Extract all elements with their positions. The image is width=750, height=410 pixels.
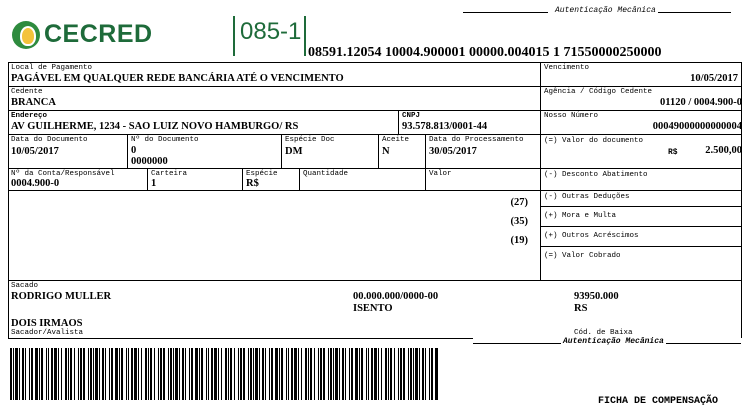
barcode-bar: [394, 348, 395, 400]
barcode-bar: [259, 348, 260, 400]
barcode-bar: [115, 348, 118, 400]
barcode-bar: [39, 348, 40, 400]
barcode-bar: [238, 348, 239, 400]
payer-label: Sacado: [11, 282, 39, 290]
barcode-bar: [388, 348, 389, 400]
payer-name: RODRIGO MULLER: [11, 291, 112, 302]
barcode-bar: [13, 348, 14, 400]
payer-document: 00.000.000/0000-00: [353, 291, 439, 302]
instruction-code: (35): [510, 216, 528, 227]
cnpj: 93.578.813/0001-44: [402, 121, 488, 132]
document-number-label: Nº do Documento: [131, 136, 199, 144]
currency-type: R$: [246, 178, 259, 189]
grid-line: [147, 168, 148, 190]
barcode: [10, 348, 440, 400]
barcode-bar: [308, 348, 309, 400]
payment-location-label: Local de Pagamento: [11, 64, 93, 72]
other-additions-label: (+) Outros Acréscimos: [544, 232, 639, 240]
barcode-bar: [150, 348, 152, 400]
barcode-bar: [80, 348, 82, 400]
barcode-bar: [90, 348, 92, 400]
document-amount-label: (=) Valor do documento: [544, 137, 644, 145]
barcode-bar: [163, 348, 165, 400]
digitable-line: 08591.12054 10004.900001 00000.004015 1 71550000250000: [308, 45, 662, 60]
barcode-bar: [206, 348, 207, 400]
barcode-bar: [339, 348, 340, 400]
barcode-bar: [291, 348, 293, 400]
barcode-bar: [255, 348, 258, 400]
barcode-bar: [99, 348, 100, 400]
barcode-bar: [435, 348, 438, 400]
barcode-bar: [415, 348, 418, 400]
document-type: DM: [285, 146, 303, 157]
barcode-bar: [253, 348, 254, 400]
bank-logo: [10, 18, 153, 52]
barcode-bar: [208, 348, 209, 400]
barcode-bar: [298, 348, 299, 400]
barcode-bar: [25, 348, 26, 400]
portfolio-label: Carteira: [151, 170, 188, 178]
barcode-bar: [368, 348, 369, 400]
cnpj-label: CNPJ: [402, 112, 421, 120]
barcode-bar: [31, 348, 33, 400]
barcode-bar: [425, 348, 426, 400]
barcode-bar: [15, 348, 18, 400]
barcode-bar: [328, 348, 329, 400]
barcode-bar: [126, 348, 127, 400]
agency-code-label: Agência / Código Cedente: [544, 88, 653, 96]
barcode-bar: [58, 348, 59, 400]
barcode-bar: [179, 348, 180, 400]
barcode-bar: [248, 348, 249, 400]
bank-name: CECRED: [44, 20, 153, 48]
barcode-bar: [134, 348, 137, 400]
barcode-bar: [230, 348, 232, 400]
barcode-bar: [250, 348, 252, 400]
barcode-bar: [262, 348, 264, 400]
barcode-bar: [381, 348, 382, 400]
barcode-bar: [359, 348, 360, 400]
barcode-bar: [271, 348, 273, 400]
other-deductions-label: (-) Outras Deduções: [544, 193, 630, 201]
bank-logo-emblem-icon: [12, 21, 40, 49]
barcode-bar: [265, 348, 266, 400]
payer-state: RS: [574, 303, 588, 314]
barcode-bar: [195, 348, 198, 400]
authentication-bottom: [473, 336, 741, 348]
account: 0004.900-0: [11, 178, 60, 189]
barcode-bar: [318, 348, 319, 400]
quantity-label: Quantidade: [303, 170, 349, 178]
beneficiary-label: Cedente: [11, 88, 43, 96]
barcode-bar: [355, 348, 358, 400]
discount-label: (-) Desconto Abatimento: [544, 171, 648, 179]
barcode-bar: [361, 348, 363, 400]
acceptance: N: [382, 146, 390, 157]
barcode-bar: [189, 348, 190, 400]
barcode-bar: [19, 348, 20, 400]
barcode-bar: [148, 348, 149, 400]
grid-line: [8, 62, 741, 63]
barcode-bar: [170, 348, 172, 400]
barcode-bar: [301, 348, 302, 400]
barcode-bar: [214, 348, 217, 400]
barcode-bar: [279, 348, 280, 400]
authentication-top: [463, 4, 731, 18]
grid-line: [540, 206, 741, 207]
authentication-top-label: Autenticação Mecânica: [555, 6, 656, 15]
grid-line: [8, 134, 741, 135]
beneficiary: BRANCA: [11, 97, 56, 108]
barcode-bar: [413, 348, 414, 400]
barcode-bar: [168, 348, 169, 400]
barcode-bar: [345, 348, 346, 400]
barcode-bar: [29, 348, 30, 400]
currency-symbol: R$: [668, 148, 678, 157]
barcode-bar: [310, 348, 312, 400]
barcode-bar: [83, 348, 85, 400]
compensation-slip-label: FICHA DE COMPENSAÇÃO: [598, 396, 719, 407]
payer-state-registration: ISENTO: [353, 303, 393, 314]
barcode-bar: [138, 348, 139, 400]
barcode-bar: [46, 348, 47, 400]
barcode-bar: [351, 348, 353, 400]
grid-line: [425, 168, 426, 190]
barcode-bar: [199, 348, 200, 400]
barcode-bar: [390, 348, 392, 400]
barcode-bar: [330, 348, 332, 400]
barcode-bar: [22, 348, 24, 400]
bank-code: 085-1: [240, 18, 302, 45]
barcode-bar: [48, 348, 49, 400]
document-date: 10/05/2017: [11, 146, 59, 157]
barcode-bar: [228, 348, 229, 400]
barcode-bar: [403, 348, 405, 400]
currency-type-label: Espécie: [246, 170, 278, 178]
barcode-bar: [68, 348, 69, 400]
barcode-bar: [410, 348, 412, 400]
barcode-bar: [275, 348, 278, 400]
our-number: 00049000000000004: [652, 121, 742, 132]
acceptance-label: Aceite: [382, 136, 410, 144]
barcode-bar: [119, 348, 120, 400]
barcode-bar: [333, 348, 334, 400]
barcode-bar: [185, 348, 186, 400]
barcode-bar: [95, 348, 98, 400]
barcode-bar: [158, 348, 159, 400]
barcode-bar: [385, 348, 387, 400]
grid-line: [8, 190, 741, 191]
barcode-bar: [105, 348, 106, 400]
barcode-bar: [422, 348, 424, 400]
barcode-bar: [41, 348, 43, 400]
payer-zip: 93950.000: [574, 291, 619, 302]
address: AV GUILHERME, 1234 - SAO LUIZ NOVO HAMBURGO/ RS: [11, 121, 299, 132]
barcode-bar: [342, 348, 344, 400]
barcode-bar: [281, 348, 283, 400]
barcode-bar: [323, 348, 325, 400]
barcode-bar: [371, 348, 373, 400]
barcode-bar: [429, 348, 430, 400]
barcode-bar: [398, 348, 399, 400]
barcode-bar: [131, 348, 133, 400]
barcode-bar: [88, 348, 89, 400]
portfolio: 1: [151, 178, 157, 189]
barcode-bar: [128, 348, 129, 400]
barcode-bar: [320, 348, 322, 400]
grid-line: [398, 110, 399, 134]
due-date: 10/05/2017: [690, 73, 738, 84]
barcode-bar: [378, 348, 379, 400]
barcode-bar: [70, 348, 72, 400]
barcode-bar: [145, 348, 147, 400]
barcode-bar: [51, 348, 53, 400]
barcode-bar: [111, 348, 113, 400]
guarantor-label: Sacador/Avalista: [11, 329, 84, 337]
barcode-bar: [154, 348, 155, 400]
barcode-bar: [102, 348, 104, 400]
barcode-bar: [408, 348, 409, 400]
barcode-bar: [93, 348, 94, 400]
grid-line: [8, 280, 741, 281]
barcode-bar: [286, 348, 287, 400]
barcode-bar: [141, 348, 142, 400]
our-number-label: Nosso Número: [544, 112, 599, 120]
barcode-bar: [314, 348, 315, 400]
due-date-label: Vencimento: [544, 64, 590, 72]
barcode-bar: [269, 348, 270, 400]
barcode-bar: [400, 348, 402, 400]
authentication-bottom-label: Autenticação Mecânica: [563, 337, 664, 346]
grid-line: [540, 246, 741, 247]
barcode-bar: [10, 348, 12, 400]
amount-charged-label: (=) Valor Cobrado: [544, 252, 621, 260]
payer-city: DOIS IRMAOS: [11, 318, 83, 329]
grid-line: [8, 62, 9, 338]
grid-line: [378, 134, 379, 168]
barcode-bar: [182, 348, 184, 400]
barcode-bar: [218, 348, 219, 400]
barcode-bar: [288, 348, 289, 400]
grid-line: [8, 110, 741, 111]
barcode-bar: [54, 348, 57, 400]
barcode-bar: [74, 348, 75, 400]
barcode-bar: [240, 348, 242, 400]
barcode-bar: [294, 348, 297, 400]
instruction-code: (19): [510, 235, 528, 246]
document-number: 0: [131, 145, 137, 156]
barcode-bar: [419, 348, 420, 400]
barcode-bar: [109, 348, 110, 400]
grid-line: [299, 168, 300, 190]
grid-line: [8, 86, 741, 87]
agency-code: 01120 / 0004.900-0: [660, 97, 742, 108]
barcode-bar: [431, 348, 433, 400]
barcode-bar: [335, 348, 338, 400]
barcode-bar: [78, 348, 79, 400]
barcode-bar: [374, 348, 377, 400]
late-fee-label: (+) Mora e Multa: [544, 212, 617, 220]
instruction-code: (27): [510, 197, 528, 208]
processing-date: 30/05/2017: [429, 146, 477, 157]
grid-line: [127, 134, 128, 168]
barcode-bar: [225, 348, 227, 400]
barcode-bar: [121, 348, 123, 400]
grid-line: [8, 338, 473, 339]
grid-line: [8, 168, 741, 169]
document-date-label: Data do Documento: [11, 136, 88, 144]
barcode-bar: [173, 348, 174, 400]
value-label: Valor: [429, 170, 452, 178]
grid-line: [540, 62, 541, 280]
grid-line: [242, 168, 243, 190]
barcode-bar: [221, 348, 222, 400]
barcode-bar: [175, 348, 178, 400]
document-type-label: Espécie Doc: [285, 136, 335, 144]
barcode-bar: [349, 348, 350, 400]
document-amount: 2.500,00: [705, 145, 742, 156]
barcode-bar: [65, 348, 67, 400]
account-label: Nº da Conta/Responsável: [11, 170, 115, 178]
processing-date-label: Data do Processamento: [429, 136, 524, 144]
document-number-detail: 0000000: [131, 156, 168, 167]
barcode-bar: [305, 348, 307, 400]
grid-line: [425, 134, 426, 168]
address-label: Endereço: [11, 112, 48, 120]
grid-line: [281, 134, 282, 168]
barcode-bar: [201, 348, 203, 400]
barcode-bar: [35, 348, 38, 400]
barcode-bar: [191, 348, 193, 400]
barcode-bar: [61, 348, 62, 400]
barcode-bar: [160, 348, 162, 400]
barcode-bar: [234, 348, 235, 400]
payment-location: PAGÁVEL EM QUALQUER REDE BANCÁRIA ATÉ O VENCIMENTO: [11, 73, 344, 84]
write-off-code-label: Cód. de Baixa: [574, 329, 633, 337]
grid-line: [540, 226, 741, 227]
barcode-bar: [366, 348, 367, 400]
barcode-bar: [243, 348, 245, 400]
barcode-bar: [211, 348, 213, 400]
